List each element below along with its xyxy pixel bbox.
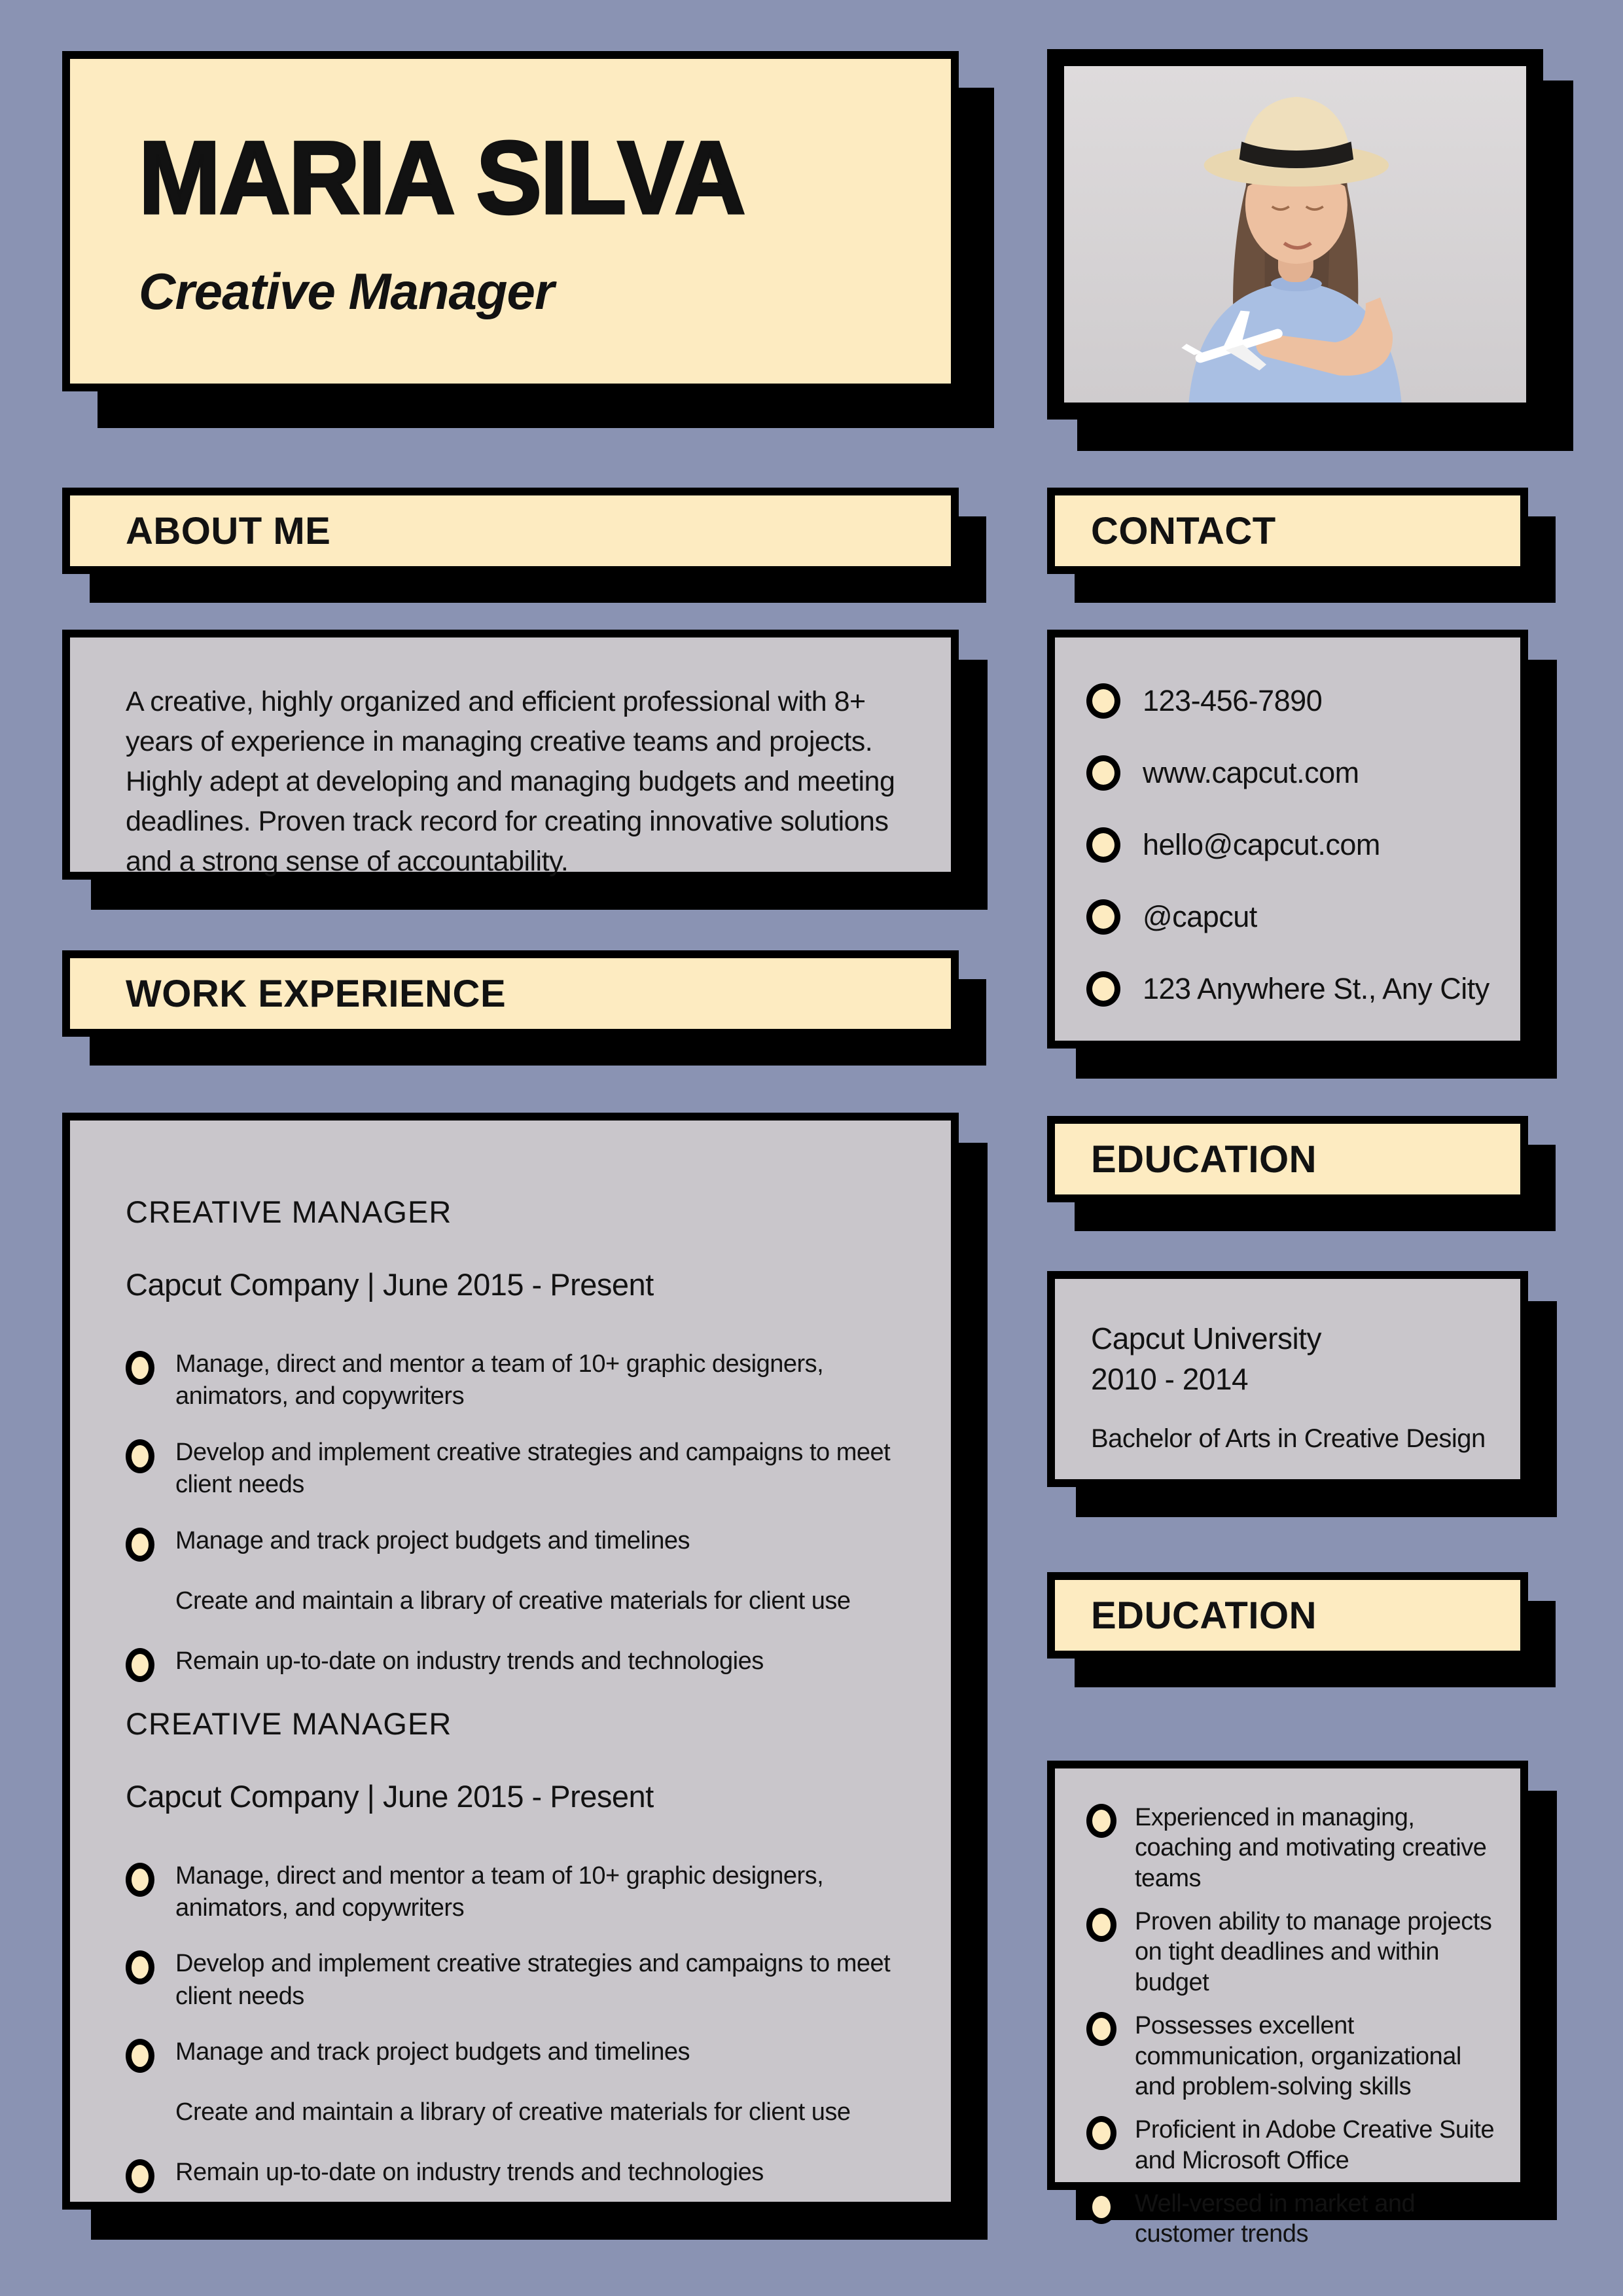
skill-text: Possesses excellent communication, organizational and problem-solving skills: [1135, 2012, 1461, 2100]
bullet-circle-icon: [126, 1351, 154, 1385]
contact-item-website: [1086, 737, 1501, 809]
skill-text: Well-versed in market and customer trends: [1135, 2189, 1416, 2248]
school-name: Capcut University: [1091, 1321, 1321, 1355]
about-body: A creative, highly organized and efficient professional with 8+ years of experience in managing creative teams and projects. Highly adept at developing and managing budgets and meeting deadlines. Proven track record for creating innovative solutions and a strong sense of accountability.: [126, 686, 895, 878]
skill-text: Experienced in managing, coaching and motivating creative teams: [1135, 1804, 1487, 1892]
job-bullet-text: Manage, direct and mentor a team of 10+ graphic designers, animators, and copywriters: [175, 1350, 824, 1410]
work-heading: WORK EXPERIENCE: [126, 972, 507, 1015]
about-heading: ABOUT ME: [126, 509, 331, 552]
job-bullet-text: Manage and track project budgets and timelines: [175, 2038, 690, 2066]
person-name: MARIA SILVA: [139, 119, 745, 236]
job-bullet-list: [126, 1348, 915, 1682]
job-bullet: [126, 1585, 915, 1622]
job-bullet: [126, 1525, 915, 1562]
section-bar-about: [62, 488, 959, 574]
address: 123 Anywhere St., Any City: [1143, 972, 1489, 1005]
person-role: Creative Manager: [139, 262, 554, 320]
profile-photo-frame: [1047, 49, 1543, 420]
school-years: 2010 - 2014: [1091, 1362, 1249, 1397]
job-entry: [126, 1194, 915, 1682]
work-experience-box: [62, 1113, 959, 2210]
bullet-circle-icon: [1086, 827, 1120, 863]
job-title: CREATIVE MANAGER: [126, 1706, 452, 1741]
skill-item: [1086, 2115, 1506, 2176]
contact-item-handle: [1086, 881, 1501, 953]
job-bullet-text: Remain up-to-date on industry trends and technologies: [175, 2159, 764, 2187]
bullet-circle-icon: [1086, 1908, 1116, 1942]
section-bar-education-2: [1047, 1572, 1528, 1659]
section-bar-contact: [1047, 488, 1528, 574]
bullet-circle-icon: [126, 2159, 154, 2193]
header-box: [62, 51, 959, 391]
bullet-circle-icon: [1086, 683, 1120, 719]
bullet-circle-icon: [126, 1439, 154, 1473]
job-bullet: [126, 2036, 915, 2073]
website: www.capcut.com: [1143, 756, 1359, 789]
social-handle: @capcut: [1143, 900, 1257, 933]
degree: Bachelor of Arts in Creative Design: [1091, 1424, 1486, 1454]
job-bullet: [126, 1948, 915, 2013]
job-bullet: [126, 1437, 915, 1501]
skill-item: [1086, 2189, 1506, 2250]
skill-text: Proven ability to manage projects on tight deadlines and within budget: [1135, 1908, 1492, 1996]
job-bullet-list: [126, 1860, 915, 2194]
bullet-circle-icon: [1086, 899, 1120, 935]
bullet-circle-icon: [126, 1528, 154, 1562]
bullet-circle-icon: [1086, 755, 1120, 791]
skills-list: [1086, 1803, 1506, 2250]
bullet-circle-icon: [1086, 971, 1120, 1007]
bullet-circle-icon: [1086, 1804, 1116, 1838]
job-bullet: [126, 1645, 915, 1682]
skill-item: [1086, 2011, 1506, 2102]
contact-heading: CONTACT: [1091, 509, 1276, 552]
bullet-circle-icon: [126, 2039, 154, 2073]
contact-item-email: [1086, 809, 1501, 881]
job-bullet-text: Remain up-to-date on industry trends and technologies: [175, 1647, 764, 1675]
job-bullet-text: Manage and track project budgets and timelines: [175, 1526, 690, 1554]
bullet-circle-icon: [126, 1950, 154, 1984]
job-company-dates: Capcut Company | June 2015 - Present: [126, 1267, 654, 1302]
job-bullet-text: Create and maintain a library of creative materials for client use: [175, 1587, 851, 1615]
about-text-box: [62, 630, 959, 880]
job-company-dates: Capcut Company | June 2015 - Present: [126, 1778, 654, 1814]
bullet-circle-icon: [1086, 2116, 1116, 2150]
job-bullet-text: Create and maintain a library of creative materials for client use: [175, 2098, 851, 2126]
job-bullet: [126, 1348, 915, 1413]
section-bar-education: [1047, 1116, 1528, 1202]
education-school-years: [1091, 1318, 1501, 1399]
bullet-circle-icon: [126, 1863, 154, 1897]
job-bullet-text: Manage, direct and mentor a team of 10+ graphic designers, animators, and copywriters: [175, 1861, 824, 1922]
education-box: [1047, 1271, 1528, 1487]
education-heading: EDUCATION: [1091, 1138, 1317, 1181]
bullet-circle-icon: [1086, 2012, 1116, 2046]
skill-item: [1086, 1803, 1506, 1893]
job-bullet: [126, 1860, 915, 1925]
bullet-circle-icon: [1086, 2190, 1116, 2224]
section-bar-work: [62, 950, 959, 1037]
contact-box: [1047, 630, 1528, 1049]
contact-item-address: [1086, 953, 1501, 1025]
skills-box: [1047, 1761, 1528, 2248]
bullet-circle-icon: [126, 1648, 154, 1682]
job-bullet-text: Develop and implement creative strategies and campaigns to meet client needs: [175, 1950, 891, 2010]
phone-number: 123-456-7890: [1143, 684, 1323, 717]
email: hello@capcut.com: [1143, 828, 1380, 861]
profile-photo: [1064, 66, 1526, 403]
skill-text: Proficient in Adobe Creative Suite and Microsoft Office: [1135, 2116, 1495, 2174]
skill-item: [1086, 1907, 1506, 1998]
education-2-heading: EDUCATION: [1091, 1594, 1317, 1637]
job-title: CREATIVE MANAGER: [126, 1194, 452, 1229]
job-bullet: [126, 2096, 915, 2133]
contact-item-phone: [1086, 665, 1501, 737]
job-bullet-text: Develop and implement creative strategies and campaigns to meet client needs: [175, 1438, 891, 1499]
job-entry: [126, 1706, 915, 2194]
job-bullet: [126, 2157, 915, 2193]
